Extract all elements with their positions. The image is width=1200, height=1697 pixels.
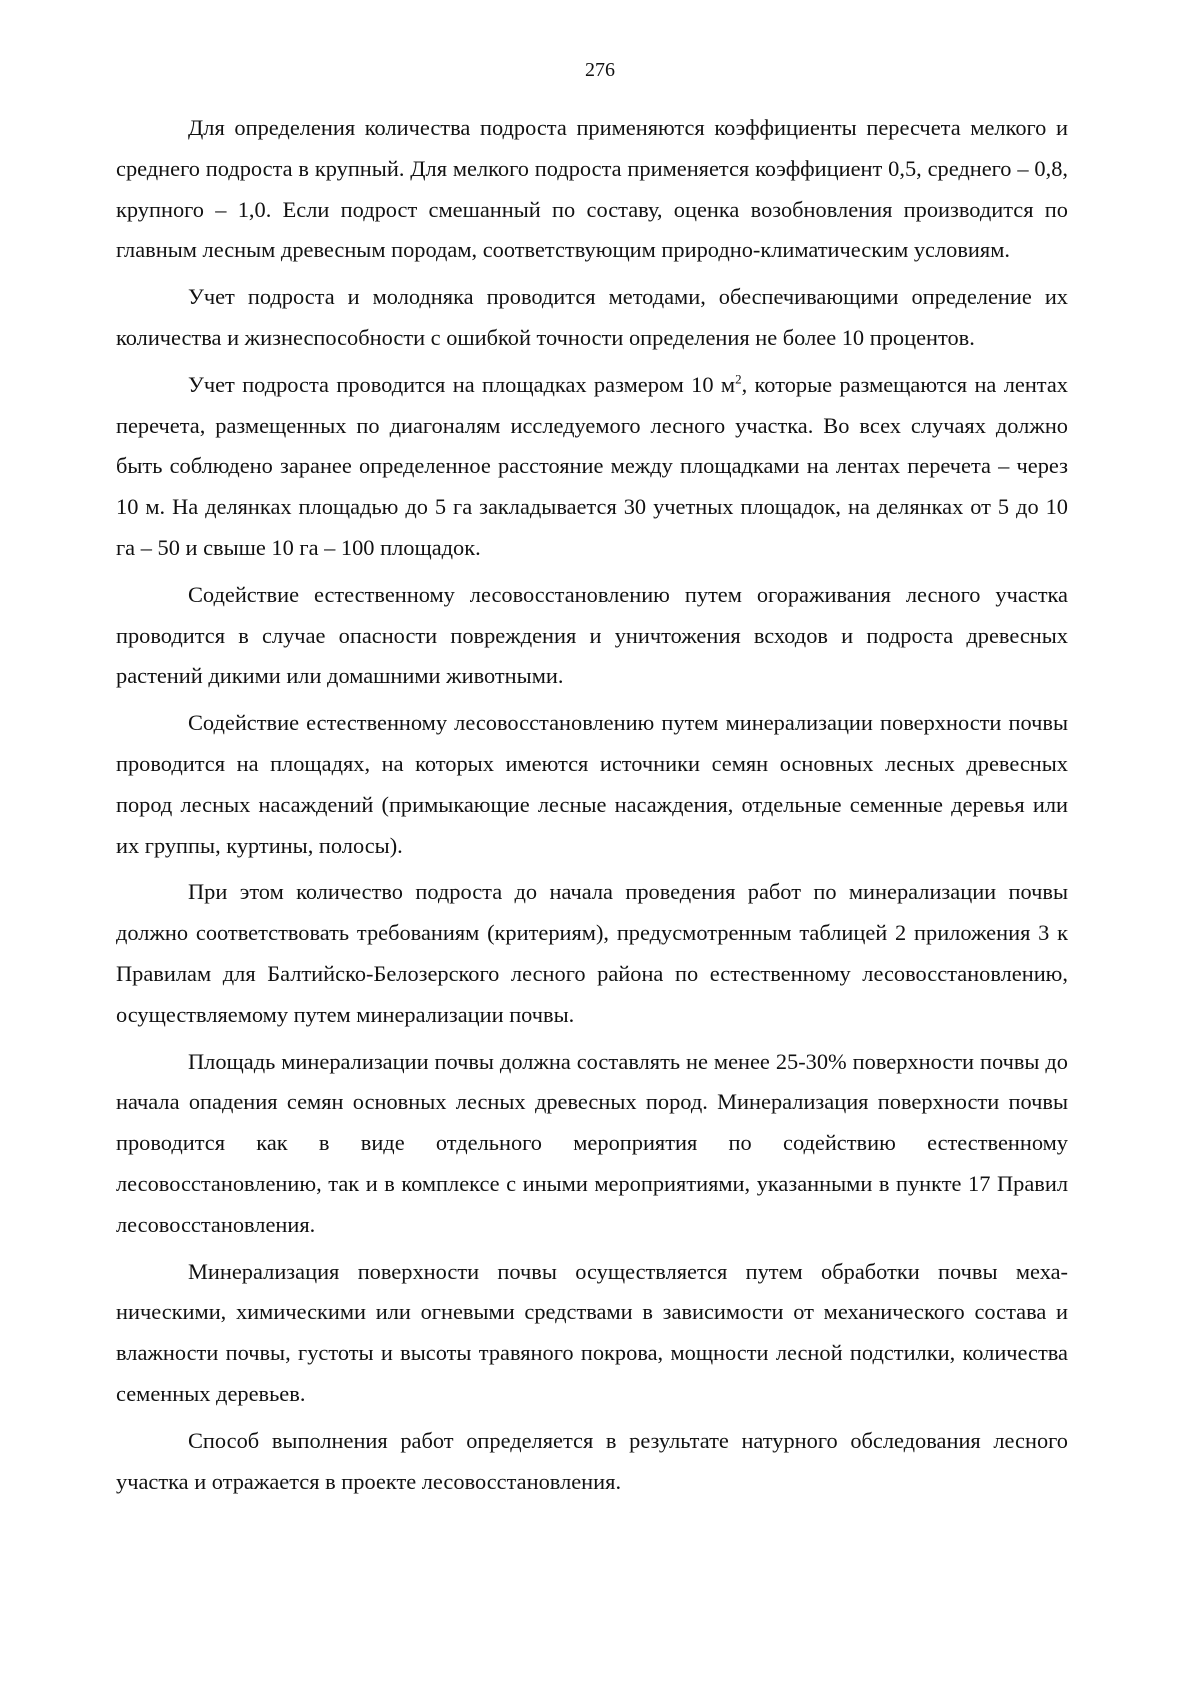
sample-plots-text-start: Учет подроста проводится на площадках размером 10 м (188, 371, 736, 397)
sample-plots-text-end: , которые размещаются на лентах перечета, размещенных по диагоналям исследуемого лесного участка. Во всех случаях должно быть соблюдено заранее определенное расстояние между площадками на лентах перечета – через 10 м. На делянках площадью до 5 га закладывается 30 учетных площадок, на делянках от 5 до 10 га – 50 и свыше 10 га – 100 площадок. (116, 371, 1068, 560)
paragraph-sample-plots (116, 365, 1068, 569)
paragraph-mineralization-areas: Содействие естественному лесовосстановлению путем минерализации поверхности почвы проводится на площадях, на которых имеются источники семян основных лесных древесных пород лесных насаждений (примыкающие лесные насаждения, отдельные семенные деревья или их группы, куртины, полосы). (116, 710, 1068, 858)
paragraph-accounting-methods: Учет подроста и молодняка проводится методами, обеспечивающими определение их количества и жизнеспособности с ошибкой точности определения не более 10 процентов. (116, 284, 1068, 350)
page-number: 276 (585, 59, 615, 81)
paragraph-mineralization-share: Площадь минерализации почвы должна составлять не менее 25-30% поверхности почвы до начала опадения семян основных лесных древесных пород. Минерализация поверхности почвы проводится как в виде отдельного мероприятия по содействию естественному лесовосстановлению, так и в комплексе с иными мероприятиями, указанными в пункте 17 Правил лесовосстановления. (116, 1048, 1068, 1237)
document-body (116, 108, 1068, 1508)
paragraph-regeneration-coefficients: Для определения количества подроста применяются коэффициенты пересчета мелкого и среднего подроста в крупный. Для мелкого подроста применяется коэффициент 0,5, среднего – 0,8, крупного – 1,0. Если подрост смешанный по составу, оценка возобновления производится по главным лесным древесным породам, соответствующим природно-климатическим условиям. (116, 115, 1068, 263)
paragraph-mineralization-methods: Минерализация поверхности почвы осуществляется путем обработки почвы механическими, химическими или огневыми средствами в зависимости от механического состава и влажности почвы, густоты и высоты травяного покрова, мощности лесной подстилки, количества семенных деревьев. (116, 1258, 1068, 1406)
paragraph-work-method: Способ выполнения работ определяется в результате натурного обследования лесного участка и отражается в проекте лесовосстановления. (116, 1427, 1068, 1494)
paragraph-fencing: Содействие естественному лесовосстановлению путем огораживания лесного участка проводится в случае опасности повреждения и уничтожения всходов и подроста древесных растений дикими или домашними животными. (116, 581, 1068, 689)
square-meter-superscript: 2 (735, 371, 742, 387)
paragraph-mineralization-requirements: При этом количество подроста до начала проведения работ по минерализации почвы должно соответствовать требованиям (критериям), предусмотренным таблицей 2 приложения 3 к Правилам для Балтийско-Белозерского лесного района по естественному лесовосстановлению, осуществляемому путем минерализации почвы. (116, 879, 1068, 1027)
